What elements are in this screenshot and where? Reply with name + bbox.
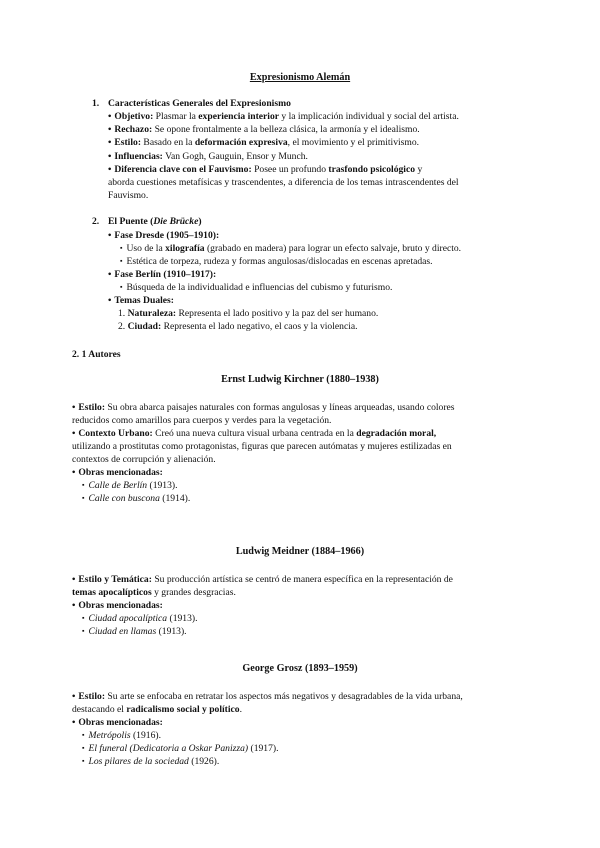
kirchner-obras-heading: • Obras mencionadas: — [72, 467, 163, 478]
bullet-icon: • — [108, 124, 112, 135]
square-bullet-icon: ▪ — [120, 283, 123, 291]
kirchner-contexto-line-2: utilizando a prostitutas como protagonistas, figuras que parecen autómatas y mujeres estilizadas en — [72, 441, 452, 452]
grosz-heading: George Grosz (1893–1959) — [242, 663, 358, 674]
bullet-icon: • — [108, 230, 112, 241]
influencias-item: • Influencias: Van Gogh, Gauguin, Ensor y Munch. — [108, 151, 308, 162]
kirchner-contexto-line-1: • Contexto Urbano: Creó una nueva cultura visual urbana centrada en la degradación moral, — [72, 428, 437, 439]
dresde-item-1: ▪ Uso de la xilografía (grabado en madera) para lograr un efecto salvaje, bruto y directo. — [120, 243, 462, 254]
section-1-number: 1. — [92, 98, 100, 109]
square-bullet-icon: ▪ — [82, 731, 85, 739]
grosz-obra-1: ▪ Metrópolis (1916). — [82, 730, 161, 741]
fase-berlin-heading: • Fase Berlín (1910–1917): — [108, 269, 217, 280]
berlin-item-1: ▪ Búsqueda de la individualidad e influencias del cubismo y futurismo. — [120, 282, 393, 293]
square-bullet-icon: ▪ — [82, 757, 85, 765]
kirchner-heading: Ernst Ludwig Kirchner (1880–1938) — [221, 374, 379, 385]
meidner-obra-2: ▪ Ciudad en llamas (1913). — [82, 626, 187, 637]
bullet-icon: • — [72, 467, 76, 478]
bullet-icon: • — [72, 600, 76, 611]
square-bullet-icon: ▪ — [82, 744, 85, 752]
bullet-icon: • — [108, 111, 112, 122]
bullet-icon: • — [108, 137, 112, 148]
meidner-estilo-line-1: • Estilo y Temática: Su producción artística se centró de manera específica en la representación de — [72, 574, 453, 585]
bullet-icon: • — [72, 574, 76, 585]
bullet-icon: • — [72, 402, 76, 413]
bullet-icon: • — [108, 151, 112, 162]
grosz-estilo-line-1: • Estilo: Su arte se enfocaba en retratar los aspectos más negativos y desagradables de la vida urbana, — [72, 691, 463, 702]
fase-dresde-heading: • Fase Dresde (1905–1910): — [108, 230, 220, 241]
square-bullet-icon: ▪ — [82, 494, 85, 502]
duales-item-1: 1. Naturaleza: Representa el lado positivo y la paz del ser humano. — [118, 308, 379, 319]
bullet-icon: • — [108, 164, 112, 175]
dresde-item-2: ▪ Estética de torpeza, rudeza y formas angulosas/dislocadas en escenas apretadas. — [120, 256, 433, 267]
square-bullet-icon: ▪ — [120, 244, 123, 252]
autores-heading: 2. 1 Autores — [72, 349, 121, 360]
bullet-icon: • — [72, 691, 76, 702]
square-bullet-icon: ▪ — [82, 627, 85, 635]
diferencia-item: • Diferencia clave con el Fauvismo: Posee un profundo trasfondo psicológico y — [108, 164, 423, 175]
diferencia-line-3: Fauvismo. — [108, 190, 149, 201]
document-title: Expresionismo Alemán — [249, 72, 351, 83]
temas-duales-heading: • Temas Duales: — [108, 295, 174, 306]
estilo-item: • Estilo: Basado en la deformación expresiva, el movimiento y el primitivismo. — [108, 137, 420, 148]
bullet-icon: • — [108, 269, 112, 280]
square-bullet-icon: ▪ — [82, 481, 85, 489]
grosz-obras-heading: • Obras mencionadas: — [72, 717, 163, 728]
bullet-icon: • — [72, 428, 76, 439]
bullet-icon: • — [108, 295, 112, 306]
square-bullet-icon: ▪ — [120, 257, 123, 265]
kirchner-obra-1: ▪ Calle de Berlín (1913). — [82, 480, 178, 491]
section-1-heading: Características Generales del Expresionismo — [108, 98, 291, 109]
kirchner-contexto-line-3: contextos de corrupción y alienación. — [72, 454, 216, 465]
kirchner-estilo-line-1: • Estilo: Su obra abarca paisajes naturales con formas angulosas y líneas arqueadas, usando colores — [72, 402, 455, 413]
square-bullet-icon: ▪ — [82, 614, 85, 622]
grosz-obra-2: ▪ El funeral (Dedicatoria a Oskar Panizza) (1917). — [82, 743, 279, 754]
bullet-icon: • — [72, 717, 76, 728]
diferencia-line-2: aborda cuestiones metafísicas y trascendentes, a diferencia de los temas intrascendentes del — [108, 177, 459, 188]
kirchner-obra-2: ▪ Calle con buscona (1914). — [82, 493, 191, 504]
meidner-obra-1: ▪ Ciudad apocalíptica (1913). — [82, 613, 198, 624]
objetivo-item: • Objetivo: Plasmar la experiencia interior y la implicación individual y social del artista. — [108, 111, 459, 122]
section-2-number: 2. — [92, 216, 100, 227]
section-2-heading: El Puente (Die Brücke) — [108, 216, 202, 227]
meidner-heading: Ludwig Meidner (1884–1966) — [235, 546, 365, 557]
kirchner-estilo-line-2: reducidos como amarillos para cuerpos y verdes para la vegetación. — [72, 415, 332, 426]
duales-item-2: 2. Ciudad: Representa el lado negativo, el caos y la violencia. — [118, 321, 358, 332]
grosz-obra-3: ▪ Los pilares de la sociedad (1926). — [82, 756, 220, 767]
meidner-obras-heading: • Obras mencionadas: — [72, 600, 163, 611]
rechazo-item: • Rechazo: Se opone frontalmente a la belleza clásica, la armonía y el idealismo. — [108, 124, 420, 135]
meidner-estilo-line-2: temas apocalípticos y grandes desgracias. — [72, 587, 236, 598]
grosz-estilo-line-2: destacando el radicalismo social y político. — [72, 704, 243, 715]
